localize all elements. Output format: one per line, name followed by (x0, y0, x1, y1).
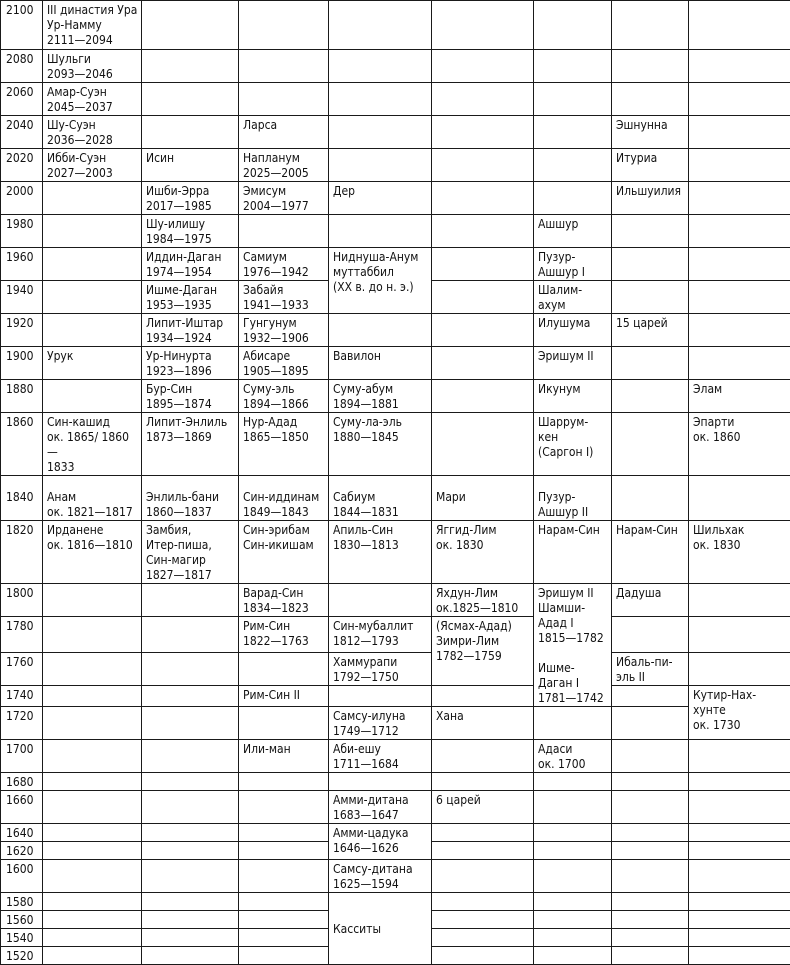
cell-rim-sin-2: Рим-Син II (239, 686, 329, 707)
empty-cell (142, 686, 239, 707)
cell-zabaya: Забайя 1941—1933 (239, 281, 329, 314)
cell-ilshuilia: Ильшуилия (612, 182, 689, 215)
empty-cell (239, 791, 329, 824)
empty-cell (612, 281, 689, 314)
cell-sumu-el: Суму-эль 1894—1866 (239, 380, 329, 413)
year-cell: 1640 (1, 824, 43, 842)
empty-cell (689, 50, 790, 83)
empty-cell (142, 893, 239, 911)
cell-zambia: Замбия, Итер-пиша, Син-магир 1827—1817 (142, 521, 239, 584)
empty-cell (534, 893, 612, 911)
cell-sin-muballit: Син-мубаллит 1812—1793 (329, 617, 432, 653)
empty-cell (689, 248, 790, 281)
table-row (1, 791, 790, 824)
empty-cell (534, 83, 612, 116)
empty-cell (432, 911, 534, 929)
cell-erishum-shamshi-adad: Эришум II Шамши-Адад I 1815—1782 Ишме-Даган I 1781—1742 (534, 584, 612, 707)
year-cell: 1760 (1, 653, 43, 686)
empty-cell (432, 347, 534, 380)
cell-zimri-lim: (Ясмах-Адад) Зимри-Лим 1782—1759 (432, 617, 534, 686)
empty-cell (239, 893, 329, 911)
empty-cell (432, 413, 534, 476)
empty-cell (142, 929, 239, 947)
empty-cell (612, 248, 689, 281)
cell-amar-suen: Амар-Суэн 2045—2037 (43, 83, 142, 116)
empty-cell (612, 380, 689, 413)
table-row (1, 50, 790, 83)
empty-cell (612, 947, 689, 965)
cell-larsa: Ларса (239, 116, 329, 149)
empty-cell (239, 929, 329, 947)
empty-cell (329, 584, 432, 617)
empty-cell (689, 314, 790, 347)
year-cell: 1600 (1, 860, 43, 893)
empty-cell (612, 929, 689, 947)
table-row (1, 860, 790, 893)
year-cell: 2060 (1, 83, 43, 116)
empty-cell (534, 791, 612, 824)
cell-ammi-saduqa: Амми-цадука 1646—1626 (329, 824, 432, 860)
empty-cell (239, 83, 329, 116)
empty-cell (534, 149, 612, 182)
empty-cell (432, 281, 534, 314)
table-row (1, 617, 790, 653)
cell-rim-sin: Рим-Син 1822—1763 (239, 617, 329, 653)
table-row (1, 824, 790, 842)
cell-adasi: Адаси ок. 1700 (534, 740, 612, 773)
cell-ilushuma: Илушума (534, 314, 612, 347)
year-cell: 1800 (1, 584, 43, 617)
year-cell: 1820 (1, 521, 43, 584)
empty-cell (534, 707, 612, 740)
year-cell: 1680 (1, 773, 43, 791)
empty-cell (239, 842, 329, 860)
empty-cell (689, 1, 790, 50)
cell-shilhak: Шильхак ок. 1830 (689, 521, 790, 584)
cell-gungunum: Гунгунум 1932—1906 (239, 314, 329, 347)
empty-cell (432, 824, 534, 842)
table-row (1, 248, 790, 281)
cell-apil-sin: Апиль-Син 1830—1813 (329, 521, 432, 584)
empty-cell (612, 842, 689, 860)
empty-cell (43, 653, 142, 686)
year-cell: 1980 (1, 215, 43, 248)
cell-kutir-nahhunte: Кутир-Нах- хунте ок. 1730 (689, 686, 790, 740)
cell-warad-sin: Варад-Син 1834—1823 (239, 584, 329, 617)
empty-cell (534, 1, 612, 50)
cell-samium: Самиум 1976—1942 (239, 248, 329, 281)
empty-cell (689, 653, 790, 686)
empty-cell (142, 1, 239, 50)
empty-cell (612, 50, 689, 83)
empty-cell (612, 83, 689, 116)
cell-shu-ilishu: Шу-илишу 1984—1975 (142, 215, 239, 248)
empty-cell (612, 413, 689, 476)
empty-cell (43, 380, 142, 413)
year-cell: 2020 (1, 149, 43, 182)
empty-cell (612, 893, 689, 911)
empty-cell (689, 347, 790, 380)
empty-cell (239, 824, 329, 842)
table-row (1, 116, 790, 149)
cell-irdanene: Ирданене ок. 1816—1810 (43, 521, 142, 584)
empty-cell (534, 116, 612, 149)
empty-cell (142, 50, 239, 83)
table-row (1, 653, 790, 686)
empty-cell (432, 893, 534, 911)
cell-samsu-iluna: Самсу-илуна 1749—1712 (329, 707, 432, 740)
empty-cell (142, 740, 239, 773)
empty-cell (43, 215, 142, 248)
empty-cell (43, 791, 142, 824)
empty-cell (689, 149, 790, 182)
empty-cell (142, 860, 239, 893)
empty-cell (142, 653, 239, 686)
year-cell: 1860 (1, 413, 43, 476)
year-cell: 1900 (1, 347, 43, 380)
empty-cell (43, 248, 142, 281)
cell-shu-suen: Шу-Суэн 2036—2028 (43, 116, 142, 149)
cell-uruk: Урук (43, 347, 142, 380)
cell-abi-eshu: Аби-ешу 1711—1684 (329, 740, 432, 773)
empty-cell (432, 740, 534, 773)
cell-fifteen-kings: 15 царей (612, 314, 689, 347)
empty-cell (43, 911, 142, 929)
cell-iddin-dagan: Иддин-Даган 1974—1954 (142, 248, 239, 281)
empty-cell (534, 947, 612, 965)
empty-cell (43, 860, 142, 893)
cell-naplanum: Напланум 2025—2005 (239, 149, 329, 182)
empty-cell (534, 773, 612, 791)
year-cell: 1720 (1, 707, 43, 740)
year-cell: 1540 (1, 929, 43, 947)
empty-cell (534, 182, 612, 215)
table-row (1, 347, 790, 380)
empty-cell (612, 791, 689, 824)
empty-cell (534, 50, 612, 83)
year-cell: 1840 (1, 476, 43, 521)
empty-cell (43, 686, 142, 707)
empty-cell (239, 50, 329, 83)
empty-cell (432, 314, 534, 347)
empty-cell (43, 707, 142, 740)
table-row (1, 182, 790, 215)
empty-cell (142, 773, 239, 791)
empty-cell (612, 860, 689, 893)
empty-cell (142, 824, 239, 842)
cell-hana: Хана (432, 707, 534, 740)
empty-cell (432, 1, 534, 50)
empty-cell (689, 911, 790, 929)
empty-cell (689, 83, 790, 116)
empty-cell (612, 617, 689, 653)
empty-cell (239, 215, 329, 248)
cell-sin-kashid: Син-кашид ок. 1865/ 1860— 1833 (43, 413, 142, 476)
empty-cell (43, 824, 142, 842)
empty-cell (329, 83, 432, 116)
empty-cell (43, 314, 142, 347)
empty-cell (689, 929, 790, 947)
year-cell: 1960 (1, 248, 43, 281)
cell-nidnusha-anum: Ниднуша-Анум муттаббил (XX в. до н. э.) (329, 248, 432, 314)
empty-cell (612, 215, 689, 248)
empty-cell (432, 116, 534, 149)
empty-cell (689, 182, 790, 215)
empty-cell (689, 740, 790, 773)
cell-ishme-dagan: Ишме-Даган 1953—1935 (142, 281, 239, 314)
empty-cell (239, 707, 329, 740)
table-row (1, 686, 790, 707)
cell-der: Дер (329, 182, 432, 215)
empty-cell (689, 860, 790, 893)
cell-lipit-enlil: Липит-Энлиль 1873—1869 (142, 413, 239, 476)
empty-cell (329, 50, 432, 83)
cell-anam: Анам ок. 1821—1817 (43, 476, 142, 521)
cell-puzur-ashur-1: Пузур-Ашшур I (534, 248, 612, 281)
empty-cell (329, 686, 432, 707)
cell-nur-adad: Нур-Адад 1865—1850 (239, 413, 329, 476)
year-cell: 1700 (1, 740, 43, 773)
table-row (1, 893, 790, 911)
empty-cell (142, 83, 239, 116)
empty-cell (612, 911, 689, 929)
cell-ammi-ditana: Амми-дитана 1683—1647 (329, 791, 432, 824)
cell-abisare: Абисаре 1905—1895 (239, 347, 329, 380)
empty-cell (612, 686, 689, 707)
cell-bur-sin: Бур-Син 1895—1874 (142, 380, 239, 413)
cell-emisum: Эмисум 2004—1977 (239, 182, 329, 215)
empty-cell (142, 116, 239, 149)
empty-cell (689, 617, 790, 653)
cell-sin-iddinam: Син-иддинам 1849—1843 (239, 476, 329, 521)
empty-cell (689, 281, 790, 314)
cell-ili-man: Или-ман (239, 740, 329, 773)
empty-cell (239, 911, 329, 929)
cell-eparti: Эпарти ок. 1860 (689, 413, 790, 476)
year-cell: 1520 (1, 947, 43, 965)
empty-cell (142, 791, 239, 824)
cell-yahdun-lim: Яхдун-Лим ок.1825—1810 (432, 584, 534, 617)
empty-cell (534, 842, 612, 860)
empty-cell (612, 824, 689, 842)
cell-sharrum-ken: Шаррум-кен (Саргон I) (534, 413, 612, 476)
empty-cell (689, 116, 790, 149)
table-row (1, 1, 790, 50)
empty-cell (432, 149, 534, 182)
table-row (1, 584, 790, 617)
empty-cell (239, 1, 329, 50)
empty-cell (612, 773, 689, 791)
empty-cell (43, 893, 142, 911)
empty-cell (329, 116, 432, 149)
cell-shulgi: Шульги 2093—2046 (43, 50, 142, 83)
cell-eshnunna: Эшнунна (612, 116, 689, 149)
cell-enlil-bani: Энлиль-бани 1860—1837 (142, 476, 239, 521)
table-row (1, 215, 790, 248)
empty-cell (43, 842, 142, 860)
table-row (1, 413, 790, 476)
cell-mari: Мари (432, 476, 534, 521)
cell-erishum-2: Эришум II (534, 347, 612, 380)
empty-cell (142, 584, 239, 617)
cell-naram-sin-assur: Нарам-Син (534, 521, 612, 584)
empty-cell (43, 281, 142, 314)
table-row (1, 773, 790, 791)
cell-ikunum: Икунум (534, 380, 612, 413)
year-cell: 2100 (1, 1, 43, 50)
empty-cell (142, 947, 239, 965)
year-cell: 1920 (1, 314, 43, 347)
cell-six-kings: 6 царей (432, 791, 534, 824)
empty-cell (534, 911, 612, 929)
cell-ur-ninurta: Ур-Нинурта 1923—1896 (142, 347, 239, 380)
cell-puzur-ashur-2: Пузур-Ашшур II (534, 476, 612, 521)
year-cell: 2080 (1, 50, 43, 83)
cell-ur-nammu: III династия Ура Ур-Намму 2111—2094 (43, 1, 142, 50)
table-row (1, 521, 790, 584)
empty-cell (432, 686, 534, 707)
cell-isin: Исин (142, 149, 239, 182)
empty-cell (43, 182, 142, 215)
year-cell: 1940 (1, 281, 43, 314)
cell-hammurabi: Хаммурапи 1792—1750 (329, 653, 432, 686)
year-cell: 1880 (1, 380, 43, 413)
table-row (1, 314, 790, 347)
empty-cell (432, 380, 534, 413)
cell-ituria: Итуриа (612, 149, 689, 182)
cell-yaggid-lim: Яггид-Лим ок. 1830 (432, 521, 534, 584)
empty-cell (43, 947, 142, 965)
empty-cell (534, 860, 612, 893)
table-row (1, 83, 790, 116)
empty-cell (432, 50, 534, 83)
empty-cell (432, 83, 534, 116)
table-row (1, 476, 790, 521)
empty-cell (612, 476, 689, 521)
empty-cell (689, 893, 790, 911)
cell-babylon: Вавилон (329, 347, 432, 380)
empty-cell (689, 584, 790, 617)
cell-sumu-abum: Суму-абум 1894—1881 (329, 380, 432, 413)
empty-cell (142, 617, 239, 653)
empty-cell (142, 707, 239, 740)
year-cell: 1780 (1, 617, 43, 653)
empty-cell (612, 740, 689, 773)
empty-cell (43, 584, 142, 617)
cell-elam: Элам (689, 380, 790, 413)
empty-cell (432, 860, 534, 893)
cell-shalim-ahum: Шалим-ахум (534, 281, 612, 314)
cell-ibbi-suen: Ибби-Суэн 2027—2003 (43, 149, 142, 182)
empty-cell (689, 791, 790, 824)
empty-cell (329, 314, 432, 347)
cell-ibal-pi-el: Ибаль-пи- эль II (612, 653, 689, 686)
empty-cell (432, 248, 534, 281)
empty-cell (43, 617, 142, 653)
cell-lipit-ishtar: Липит-Иштар 1934—1924 (142, 314, 239, 347)
empty-cell (612, 347, 689, 380)
empty-cell (239, 947, 329, 965)
empty-cell (612, 707, 689, 740)
table-row (1, 380, 790, 413)
empty-cell (432, 215, 534, 248)
cell-sabium: Сабиум 1844—1831 (329, 476, 432, 521)
year-cell: 2040 (1, 116, 43, 149)
table-row (1, 740, 790, 773)
empty-cell (432, 842, 534, 860)
empty-cell (142, 842, 239, 860)
empty-cell (239, 860, 329, 893)
empty-cell (432, 929, 534, 947)
empty-cell (689, 824, 790, 842)
table-row (1, 149, 790, 182)
year-cell: 1660 (1, 791, 43, 824)
year-cell: 1740 (1, 686, 43, 707)
empty-cell (612, 1, 689, 50)
empty-cell (329, 149, 432, 182)
cell-naram-sin-eshnunna: Нарам-Син (612, 521, 689, 584)
cell-samsu-ditana: Самсу-дитана 1625—1594 (329, 860, 432, 893)
empty-cell (239, 653, 329, 686)
year-cell: 1560 (1, 911, 43, 929)
year-cell: 2000 (1, 182, 43, 215)
empty-cell (689, 842, 790, 860)
empty-cell (432, 947, 534, 965)
empty-cell (43, 773, 142, 791)
empty-cell (689, 476, 790, 521)
cell-kassites: Касситы (329, 893, 432, 965)
empty-cell (689, 215, 790, 248)
cell-dadusha: Дадуша (612, 584, 689, 617)
empty-cell (142, 911, 239, 929)
empty-cell (534, 929, 612, 947)
empty-cell (43, 740, 142, 773)
table-row (1, 707, 790, 740)
empty-cell (534, 824, 612, 842)
empty-cell (432, 773, 534, 791)
empty-cell (689, 947, 790, 965)
empty-cell (239, 773, 329, 791)
empty-cell (689, 773, 790, 791)
empty-cell (43, 929, 142, 947)
empty-cell (329, 215, 432, 248)
empty-cell (432, 182, 534, 215)
cell-ishbi-erra: Ишби-Эрра 2017—1985 (142, 182, 239, 215)
cell-ashur: Ашшур (534, 215, 612, 248)
empty-cell (329, 773, 432, 791)
empty-cell (329, 1, 432, 50)
cell-sumu-la-el: Суму-ла-эль 1880—1845 (329, 413, 432, 476)
year-cell: 1620 (1, 842, 43, 860)
year-cell: 1580 (1, 893, 43, 911)
cell-sin-eribam: Син-эрибам Син-икишам (239, 521, 329, 584)
